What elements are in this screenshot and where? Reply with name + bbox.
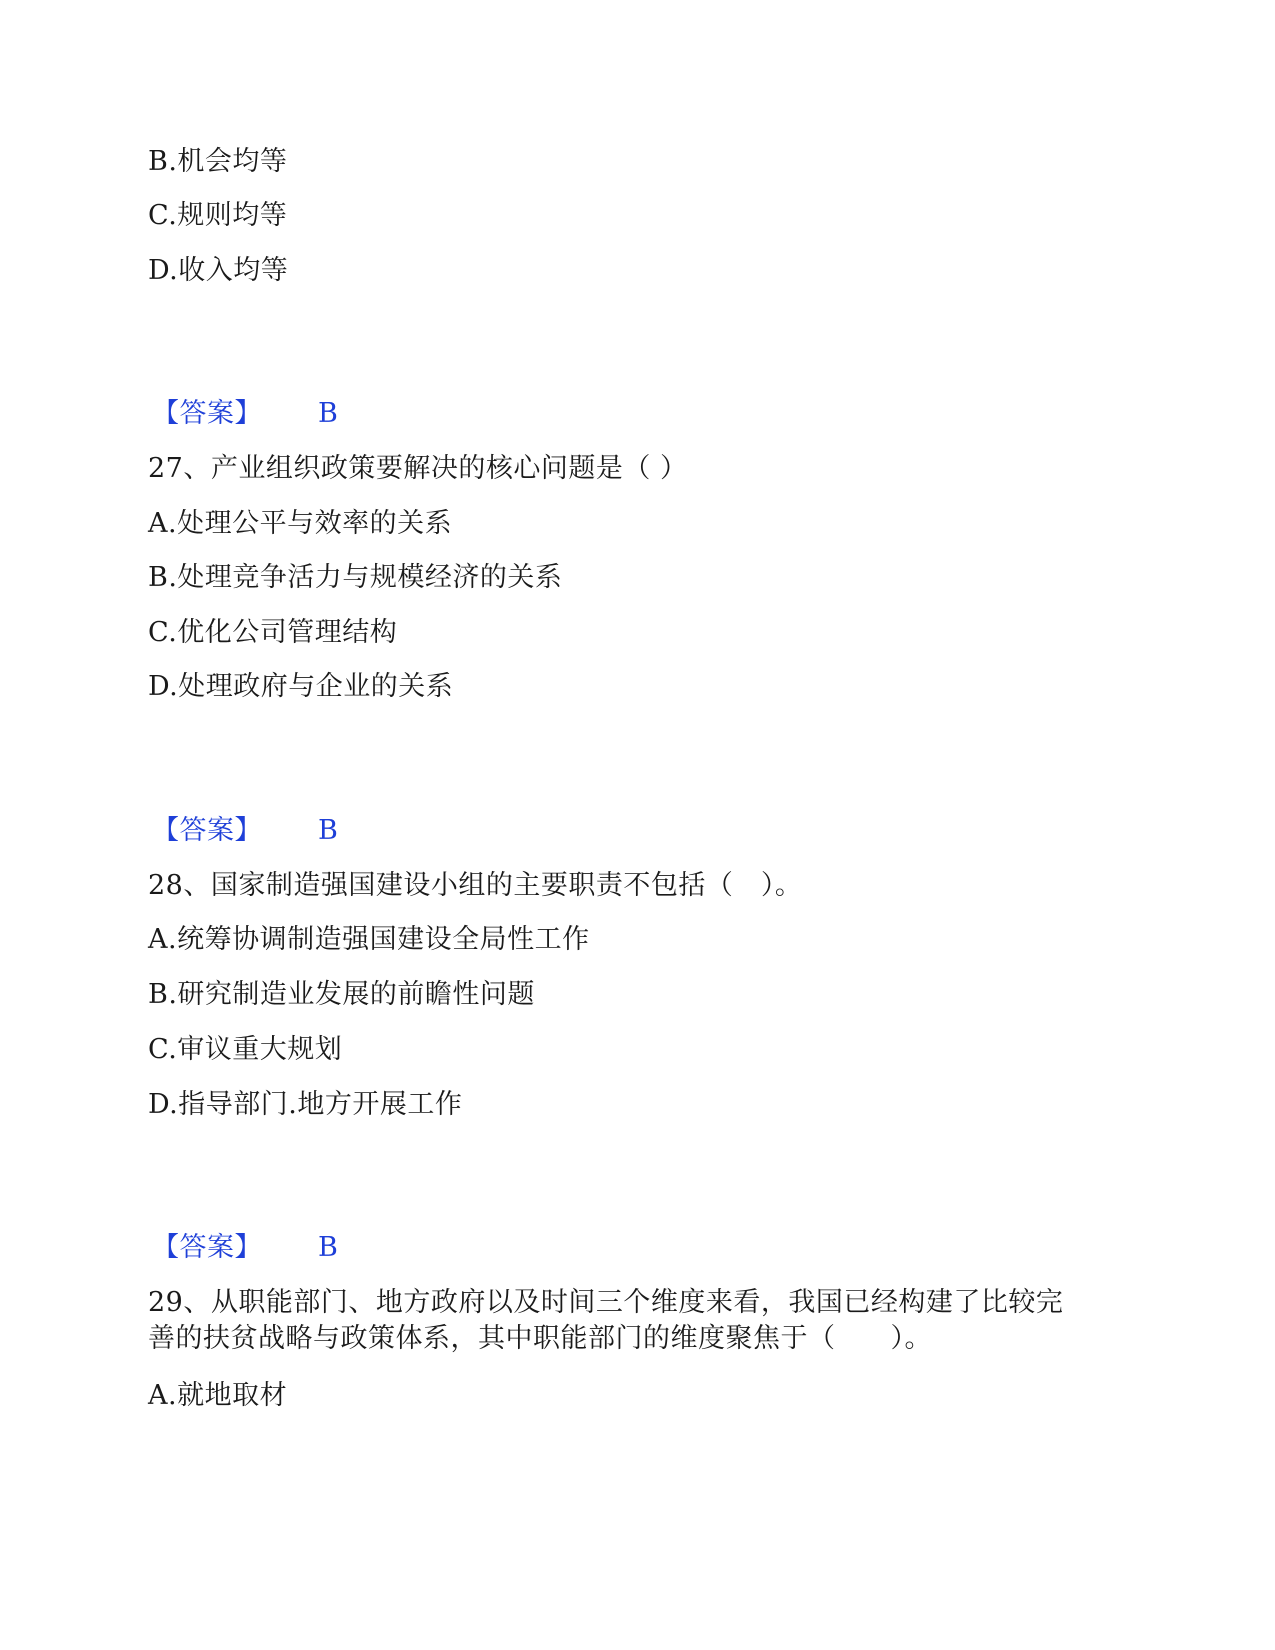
answer-block-1 (152, 396, 338, 432)
answer-block-2 (152, 813, 338, 849)
answer-block-3 (152, 1230, 338, 1266)
q27-option-b: B.处理竞争活力与规模经济的关系 (148, 562, 563, 593)
answer-value: B (318, 1232, 339, 1263)
q28-stem: 28、国家制造强国建设小组的主要职责不包括（ ）。 (148, 870, 803, 901)
answer-label: 【答案】 (152, 815, 262, 846)
q29-stem-line2: 善的扶贫战略与政策体系，其中职能部门的维度聚焦于（ ）。 (148, 1323, 932, 1354)
q26-option-d: D.收入均等 (148, 255, 289, 286)
answer-label: 【答案】 (152, 1232, 262, 1263)
q29-stem-line1: 29、从职能部门、地方政府以及时间三个维度来看，我国已经构建了比较完 (148, 1287, 1064, 1318)
q28-option-d: D.指导部门.地方开展工作 (148, 1089, 463, 1120)
q27-stem: 27、产业组织政策要解决的核心问题是（ ） (148, 453, 688, 484)
q29-option-a: A.就地取材 (148, 1380, 288, 1411)
answer-label: 【答案】 (152, 398, 262, 429)
q26-option-b: B.机会均等 (148, 146, 288, 177)
q28-option-a: A.统筹协调制造强国建设全局性工作 (148, 924, 590, 955)
q28-option-b: B.研究制造业发展的前瞻性问题 (148, 979, 535, 1010)
q27-option-c: C.优化公司管理结构 (148, 617, 398, 648)
q27-option-a: A.处理公平与效率的关系 (148, 508, 453, 539)
answer-value: B (318, 398, 339, 429)
q26-option-c: C.规则均等 (148, 200, 288, 231)
q27-option-d: D.处理政府与企业的关系 (148, 671, 454, 702)
q28-option-c: C.审议重大规划 (148, 1034, 343, 1065)
answer-value: B (318, 815, 339, 846)
